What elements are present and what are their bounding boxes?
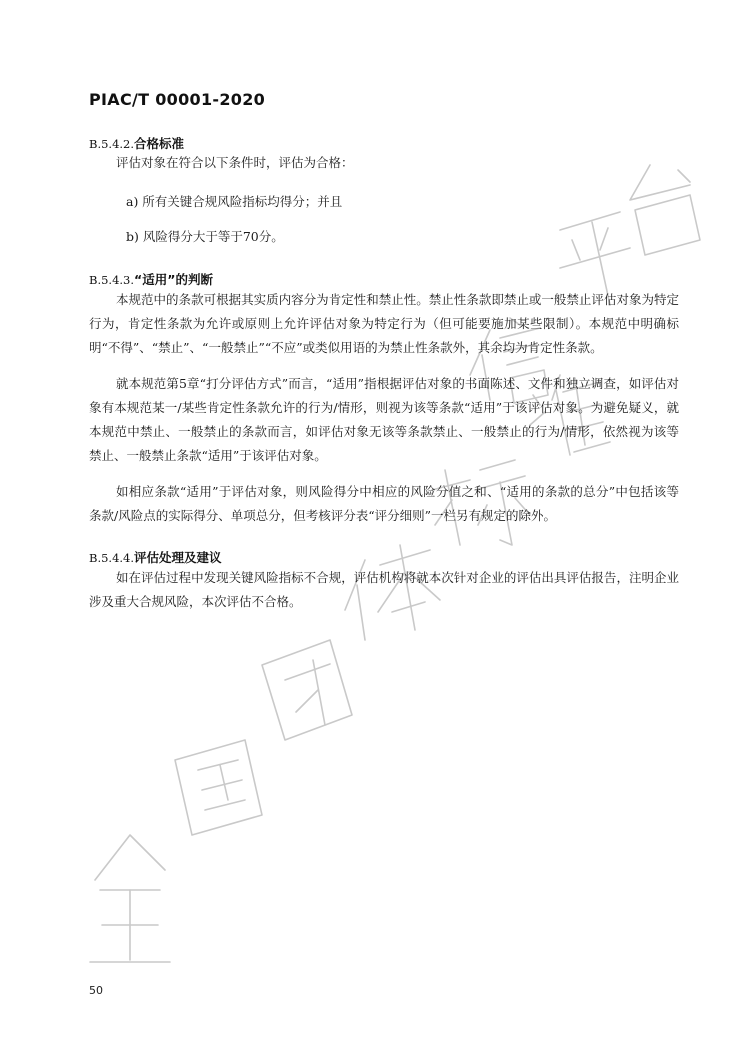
section-number: B.5.4.4.	[89, 551, 135, 565]
section-heading-b5-4-2	[89, 134, 184, 152]
section-title: 合格标准	[134, 136, 185, 151]
watermark-glyph-1	[90, 835, 170, 962]
section-title: “适用”的判断	[134, 272, 213, 287]
list-item-b: b) 风险得分大于等于70分。	[126, 229, 284, 244]
page-number: 50	[89, 984, 103, 997]
body-paragraph-2: 就本规范第5章“打分评估方式”而言，“适用”指根据评估对象的书面陈述、文件和独立调查，如评估对象有本规范某一/某些肯定性条款允许的行为/情形，则视为该等条款“适用”于该评估对象。为避免疑义，就本规范中禁止、一般禁止的条款而言，如评估对象无该等条款禁止、一般禁止的行为/情形，依然视为该等禁止、一般禁止条款“适用”于该评估对象。	[89, 376, 679, 463]
document-code-header: PIAC/T 00001-2020	[89, 90, 266, 109]
body-paragraph-4: 如在评估过程中发现关键风险指标不合规，评估机构将就本次针对企业的评估出具评估报告，注明企业涉及重大合规风险，本次评估不合格。	[89, 570, 679, 609]
watermark-glyph-9	[630, 165, 700, 255]
section-number: B.5.4.3.	[89, 273, 135, 287]
section-title: 评估处理及建议	[134, 550, 222, 565]
watermark-glyph-3	[262, 640, 352, 740]
section-intro-paragraph: 评估对象在符合以下条件时，评估为合格：	[116, 155, 354, 170]
section-heading-b5-4-3	[89, 270, 213, 288]
section-heading-b5-4-4	[89, 548, 222, 566]
list-item-a: a) 所有关键合规风险指标均得分；并且	[126, 194, 343, 209]
watermark-glyph-2	[175, 740, 262, 835]
body-paragraph-1: 本规范中的条款可根据其实质内容分为肯定性和禁止性。禁止性条款即禁止或一般禁止评估对象为特定行为，肯定性条款为允许或原则上允许评估对象为特定行为（但可能要施加某些限制）。本规范中明确标明“不得”、“禁止”、“一般禁止”“不应”或类似用语的为禁止性条款外，其余均为肯定性条款。	[89, 292, 679, 355]
section-number: B.5.4.2.	[89, 137, 135, 151]
body-paragraph-3: 如相应条款“适用”于评估对象，则风险得分中相应的风险分值之和、“适用的条款的总分”中包括该等条款/风险点的实际得分、单项总分，但考核评分表“评分细则”一栏另有规定的除外。	[89, 484, 679, 523]
